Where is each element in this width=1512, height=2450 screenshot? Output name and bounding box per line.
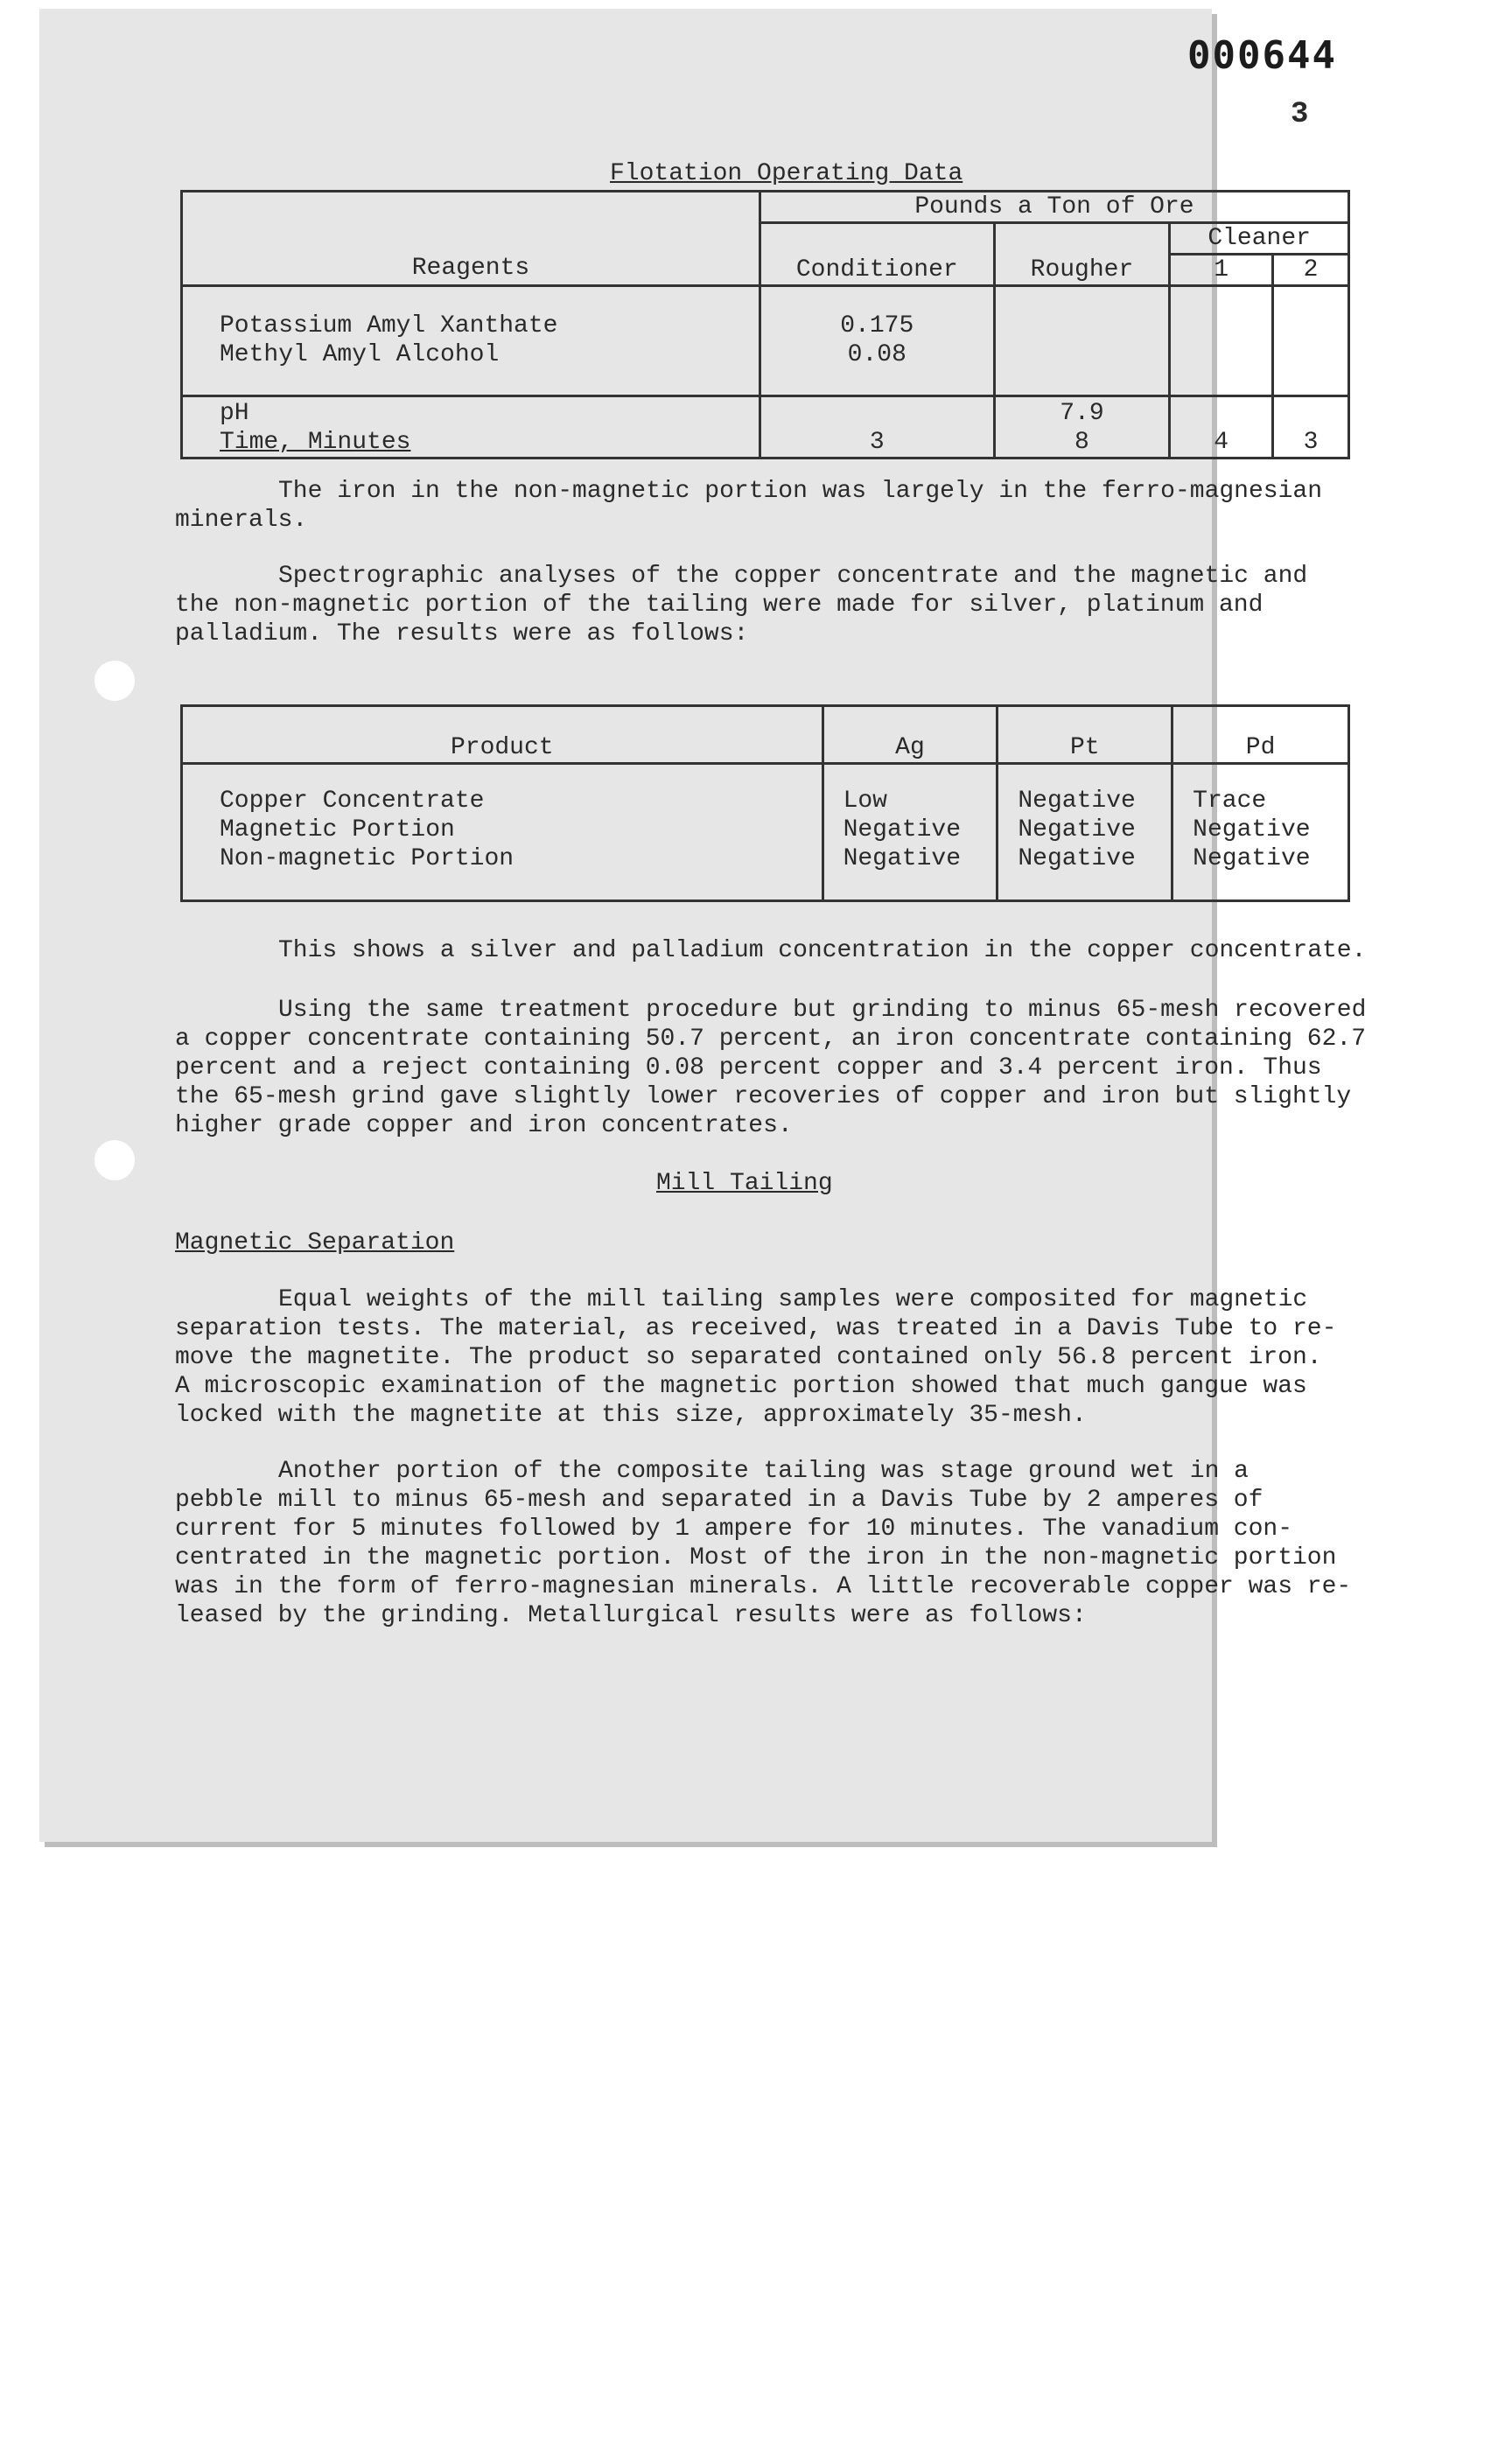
- reagent-name: Methyl Amyl Alcohol: [220, 341, 500, 368]
- text-line: minerals.: [175, 507, 308, 534]
- col-cleaner-1: 1: [1170, 255, 1273, 286]
- text-line: centrated in the magnetic portion. Most of the iron in the non-magnetic portion: [175, 1544, 1337, 1572]
- rougher-values: [994, 396, 1170, 458]
- col-cleaner-2: 2: [1273, 255, 1349, 286]
- table-cell: Negative: [1193, 845, 1311, 872]
- punch-hole: [94, 661, 135, 701]
- reagent-name: Potassium Amyl Xanthate: [220, 312, 558, 340]
- page-number: 3: [1291, 98, 1309, 131]
- table-cell: Negative: [843, 816, 961, 844]
- spectrographic-table: [180, 704, 1350, 902]
- table-cell: Negative: [1018, 816, 1136, 844]
- text-line: Equal weights of the mill tailing samples were composited for magnetic: [278, 1286, 1308, 1313]
- col-ag: Ag: [822, 706, 998, 764]
- time-cleaner-2: 3: [1273, 396, 1349, 458]
- text-line: was in the form of ferro-magnesian minerals. A little recoverable copper was re-: [175, 1573, 1352, 1600]
- col-product: Product: [182, 706, 823, 764]
- text-line: pebble mill to minus 65-mesh and separated in a Davis Tube by 2 amperes of: [175, 1487, 1264, 1514]
- flotation-table: [180, 190, 1350, 459]
- table-cell: Negative: [843, 845, 961, 872]
- text-line: Spectrographic analyses of the copper concentrate and the magnetic and: [278, 563, 1308, 590]
- ag-column: [822, 764, 998, 901]
- text-line: the 65-mesh grind gave slightly lower recoveries of copper and iron but slightly: [175, 1083, 1352, 1110]
- paragraph-equal-weights: [175, 1285, 1336, 1430]
- conditioner-cell: [760, 286, 994, 396]
- text-line: separation tests. The material, as received, was treated in a Davis Tube to re-: [175, 1315, 1337, 1342]
- text-line: leased by the grinding. Metallurgical results were as follows:: [175, 1602, 1087, 1629]
- col-pt: Pt: [998, 706, 1172, 764]
- text-line: a copper concentrate containing 50.7 percent, an iron concentrate containing 62.7: [175, 1026, 1367, 1053]
- text-line: percent and a reject containing 0.08 percent copper and 3.4 percent iron. Thus: [175, 1054, 1322, 1082]
- text-line: Using the same treatment procedure but grinding to minus 65-mesh recovered: [278, 997, 1367, 1024]
- ph-label: pH: [220, 400, 249, 427]
- pd-column: [1172, 764, 1349, 901]
- ph-rougher: 7.9: [1060, 400, 1104, 427]
- table-cell: Copper Concentrate: [220, 788, 485, 815]
- table-cell: Trace: [1193, 788, 1267, 815]
- time-conditioner: 3: [760, 396, 994, 458]
- text-line: locked with the magnetite at this size, approximately 35-mesh.: [175, 1402, 1087, 1429]
- text-line: move the magnetite. The product so separated contained only 56.8 percent iron.: [175, 1344, 1322, 1371]
- paragraph-another-portion: [175, 1457, 1351, 1630]
- text-line: current for 5 minutes followed by 1 ampere for 10 minutes. The vanadium con-: [175, 1516, 1293, 1543]
- text-line: This shows a silver and palladium concentration in the copper concentrate.: [278, 937, 1367, 964]
- table-title: Flotation Operating Data: [610, 160, 963, 187]
- col-reagents: Reagents: [182, 192, 760, 286]
- reagent-amount: 0.08: [847, 341, 906, 368]
- time-cleaner-1: 4: [1170, 396, 1273, 458]
- time-rougher: 8: [1074, 429, 1089, 456]
- document-number: 000644: [1187, 33, 1337, 78]
- row-labels: [182, 396, 760, 458]
- time-label: Time, Minutes: [220, 429, 411, 456]
- table-cell: Negative: [1193, 816, 1311, 844]
- paragraph-shows: [175, 936, 1366, 965]
- text-line: the non-magnetic portion of the tailing were made for silver, platinum and: [175, 592, 1264, 619]
- text-line: palladium. The results were as follows:: [175, 620, 749, 648]
- text-line: A microscopic examination of the magnetic portion showed that much gangue was: [175, 1373, 1307, 1400]
- section-heading-mill-tailing: Mill Tailing: [656, 1170, 833, 1197]
- col-pd: Pd: [1172, 706, 1349, 764]
- table-cell: Negative: [1018, 845, 1136, 872]
- col-cleaner: Cleaner: [1170, 223, 1349, 255]
- section-heading-magnetic-separation: Magnetic Separation: [175, 1229, 455, 1256]
- reagent-amount: 0.175: [840, 312, 914, 340]
- paragraph-using: [175, 996, 1366, 1140]
- reagent-cell: [182, 286, 760, 396]
- table-cell: Magnetic Portion: [220, 816, 455, 844]
- paragraph-iron: [175, 477, 1322, 535]
- col-group-header: Pounds a Ton of Ore: [760, 192, 1348, 223]
- col-conditioner: Conditioner: [760, 223, 994, 286]
- col-rougher: Rougher: [994, 223, 1170, 286]
- table-cell: Non-magnetic Portion: [220, 845, 514, 872]
- text-line: higher grade copper and iron concentrates.: [175, 1112, 793, 1139]
- punch-hole: [94, 1140, 135, 1180]
- text-line: Another portion of the composite tailing was stage ground wet in a: [278, 1458, 1249, 1485]
- table-cell: Low: [843, 788, 887, 815]
- paragraph-spectrographic: [175, 562, 1307, 648]
- pt-column: [998, 764, 1172, 901]
- text-line: The iron in the non-magnetic portion was largely in the ferro-magnesian: [278, 478, 1322, 505]
- table-cell: Negative: [1018, 788, 1136, 815]
- product-column: [182, 764, 823, 901]
